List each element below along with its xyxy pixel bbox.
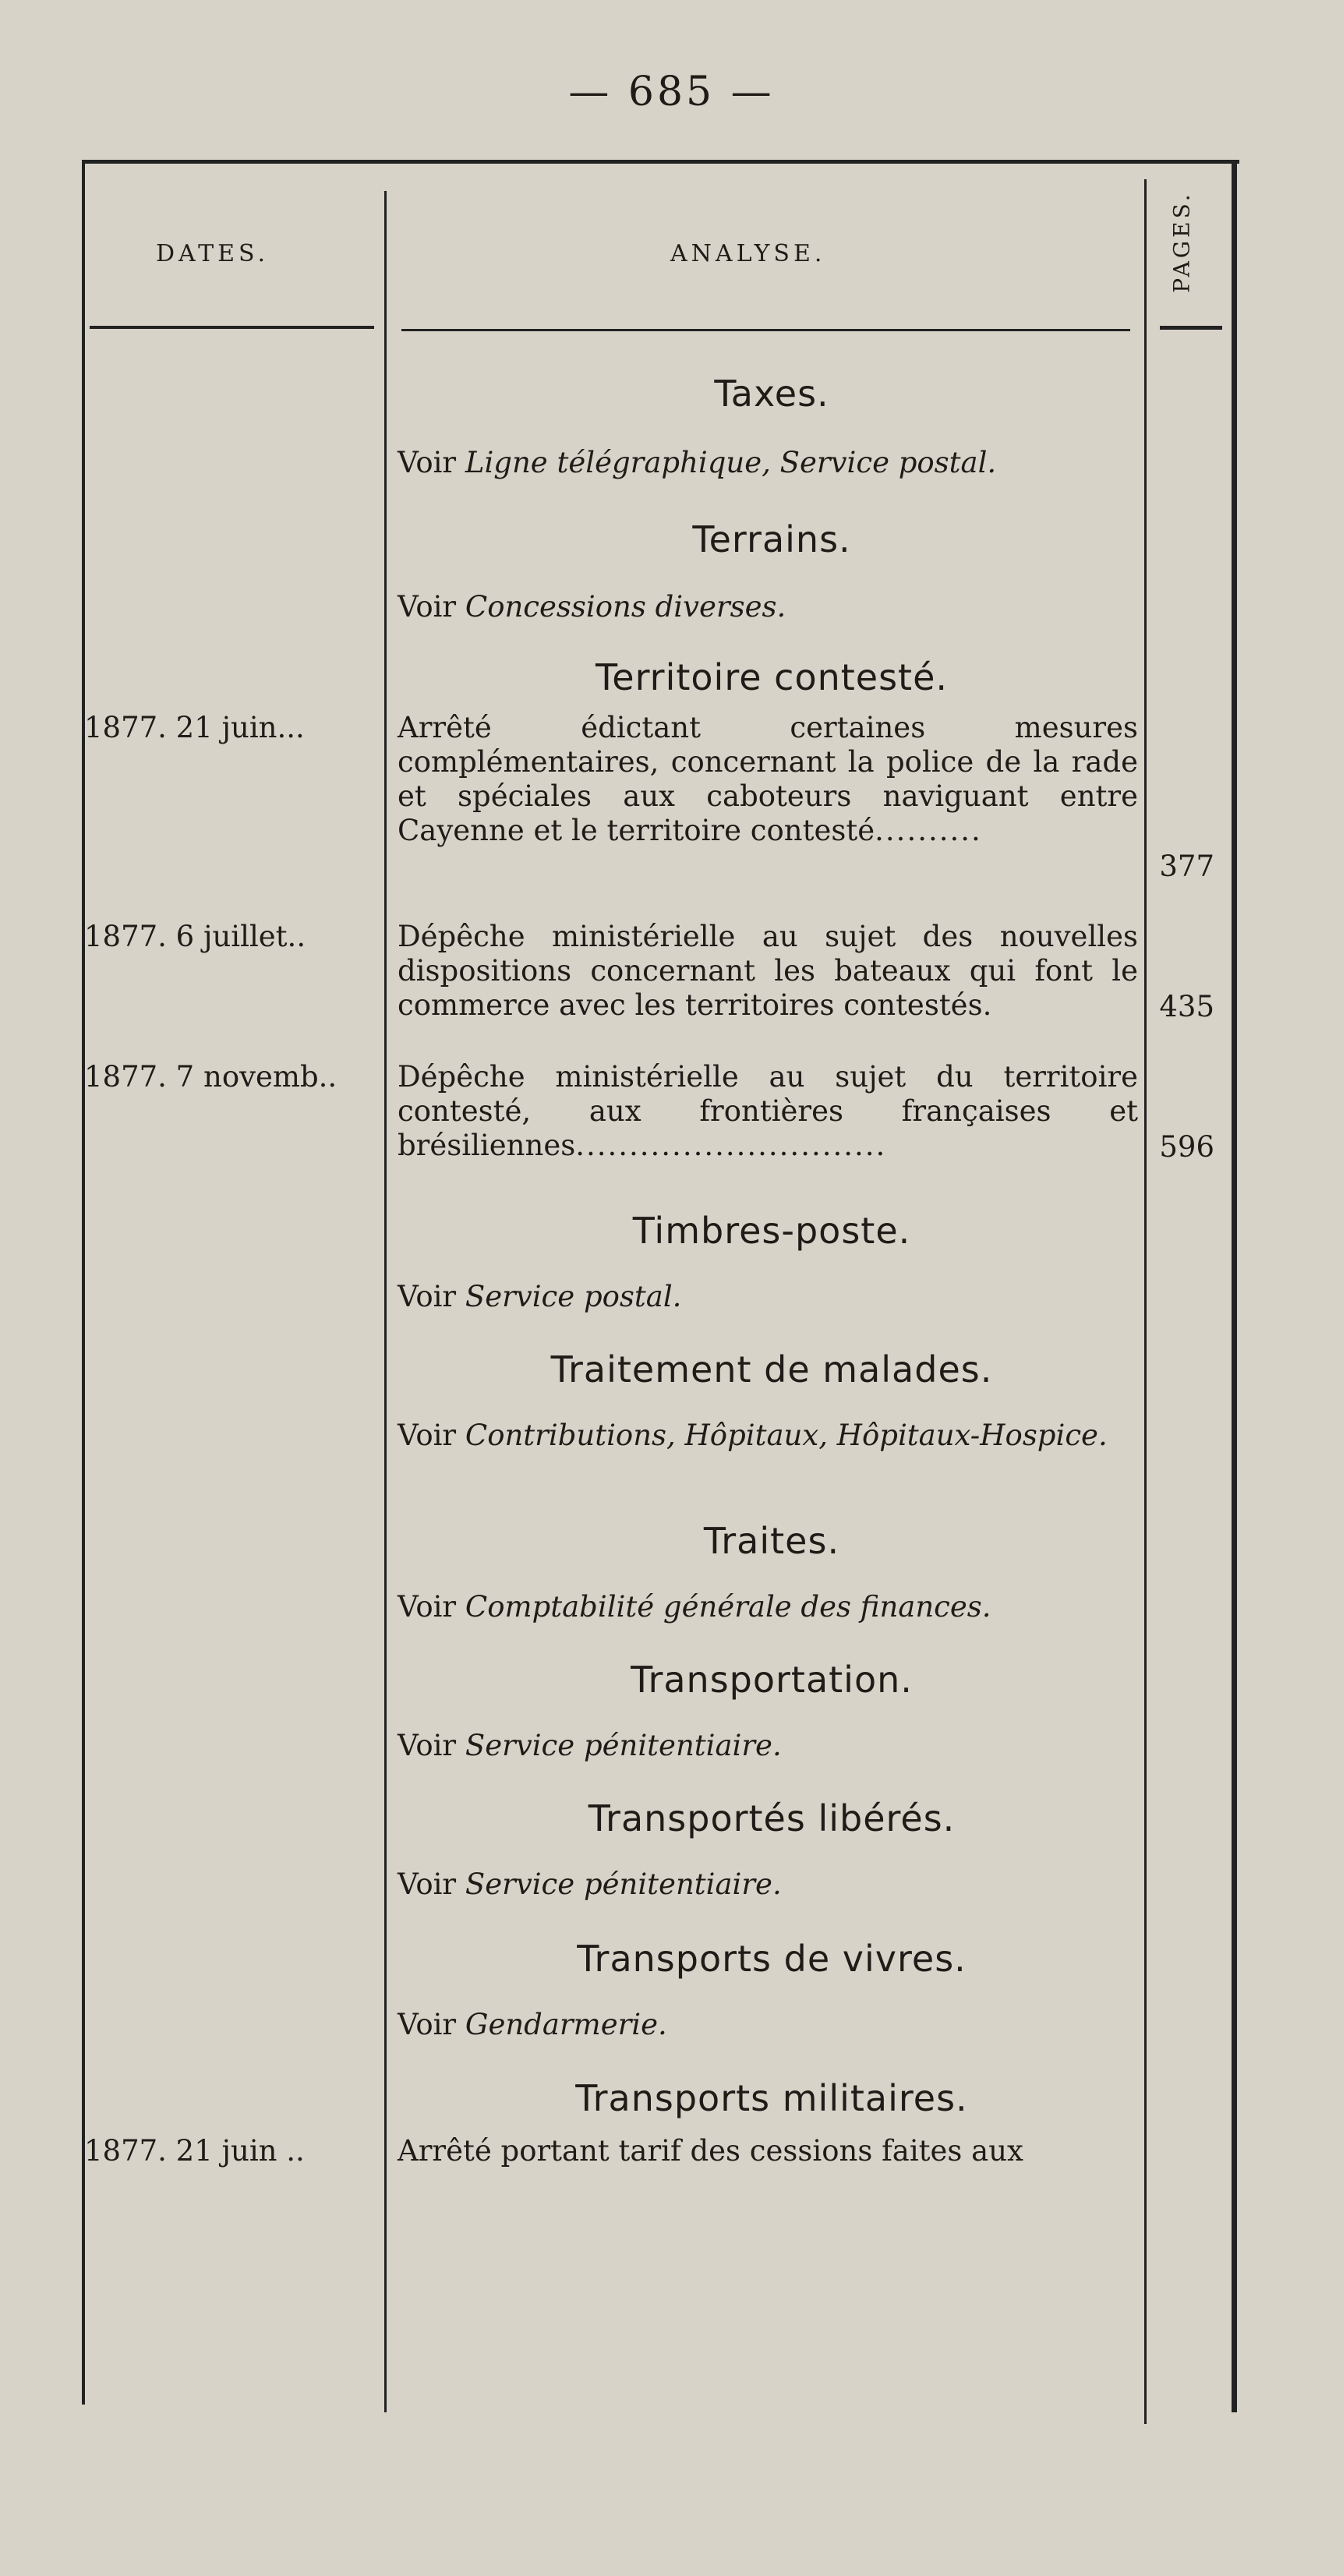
- entry-date: 1877. 21 juin ..: [84, 2134, 305, 2168]
- table-left-border: [82, 160, 85, 2405]
- entry-page: 435: [1159, 990, 1214, 1023]
- section-title-transportation: Transportation.: [631, 1659, 913, 1701]
- see-also-refs: Contributions, Hôpitaux, Hôpitaux-Hospice.: [465, 1419, 1108, 1452]
- see-also-refs: Comptabilité générale des finances.: [465, 1590, 991, 1624]
- entry-text: [398, 2134, 1138, 2168]
- entry-page: 596: [1159, 1130, 1214, 1164]
- see-also-label: Voir: [398, 446, 457, 479]
- see-also-refs: Service pénitentiaire.: [465, 1868, 782, 1901]
- see-also-refs: Service postal.: [465, 1280, 682, 1313]
- section-title-transports-militaires: Transports militaires.: [575, 2077, 968, 2119]
- section-title-territoire: Territoire contesté.: [595, 656, 948, 698]
- entry-page: 377: [1159, 850, 1214, 883]
- entry-text-body: Arrêté portant tarif des cessions faites aux: [398, 2134, 1023, 2168]
- dates-header: DATES.: [156, 240, 270, 267]
- entry-text: [398, 711, 1138, 848]
- see-also-refs: Ligne télégraphique, Service postal.: [465, 446, 997, 479]
- table-right-border: [1232, 160, 1237, 2412]
- page-number: — 685 —: [568, 69, 775, 115]
- entry-text-body: Dépêche ministérielle au sujet du territoire contesté, aux frontières françaises et brésiliennes: [398, 1060, 1138, 1162]
- see-also-transportes-liberes: [398, 1866, 1146, 1903]
- entry-date: 1877. 21 juin...: [84, 711, 305, 744]
- see-also-label: Voir: [398, 1729, 457, 1762]
- section-title-traitement: Traitement de malades.: [550, 1348, 993, 1390]
- see-also-refs: Service pénitentiaire.: [465, 1729, 782, 1762]
- entry-text: [398, 1060, 1138, 1163]
- section-title-taxes: Taxes.: [714, 373, 829, 415]
- see-also-label: Voir: [398, 1280, 457, 1313]
- entry-text-body: Dépêche ministérielle au sujet des nouvelles dispositions concernant les bateaux qui font le commerce avec les territoires contestés.: [398, 920, 1138, 1022]
- entry-date: 1877. 6 juillet..: [84, 920, 306, 953]
- dates-column-divider: [384, 191, 387, 2412]
- header-rule-dates: [90, 326, 374, 329]
- see-also-transportation: [398, 1727, 1146, 1765]
- entry-leader: .............................: [575, 1129, 887, 1162]
- see-also-terrains: [398, 588, 1146, 626]
- section-title-traites: Traites.: [703, 1520, 840, 1562]
- see-also-label: Voir: [398, 2008, 457, 2041]
- see-also-transports-vivres: [398, 2006, 1146, 2044]
- see-also-traites: [398, 1588, 1146, 1626]
- see-also-refs: Concessions diverses.: [465, 590, 786, 624]
- see-also-label: Voir: [398, 1419, 457, 1452]
- section-title-transportes-liberes: Transportés libérés.: [588, 1797, 956, 1839]
- pages-header: [1158, 187, 1205, 296]
- entry-leader: ..........: [875, 814, 982, 847]
- entry-text: [398, 920, 1138, 1023]
- entry-text-body: Arrêté édictant certaines mesures complémentaires, concernant la police de la rade et spéciales aux caboteurs naviguant entre Cayenne et le territoire contesté: [398, 711, 1138, 847]
- section-title-terrains: Terrains.: [692, 518, 851, 560]
- see-also-refs: Gendarmerie.: [465, 2008, 667, 2041]
- section-title-timbres: Timbres-poste.: [632, 1210, 911, 1252]
- analyse-header: ANALYSE.: [670, 240, 826, 267]
- see-also-label: Voir: [398, 1590, 457, 1624]
- header-rule-pages: [1160, 326, 1222, 330]
- see-also-taxes: [398, 444, 1146, 482]
- header-rule-analyse: [401, 329, 1130, 331]
- pages-header-label: PAGES.: [1168, 190, 1195, 293]
- see-also-label: Voir: [398, 1868, 457, 1901]
- see-also-timbres: [398, 1278, 1146, 1316]
- table-top-border: [82, 160, 1239, 164]
- see-also-traitement: [398, 1417, 1146, 1454]
- see-also-label: Voir: [398, 590, 457, 624]
- section-title-transports-vivres: Transports de vivres.: [577, 1938, 967, 1980]
- entry-date: 1877. 7 novemb..: [84, 1060, 338, 1094]
